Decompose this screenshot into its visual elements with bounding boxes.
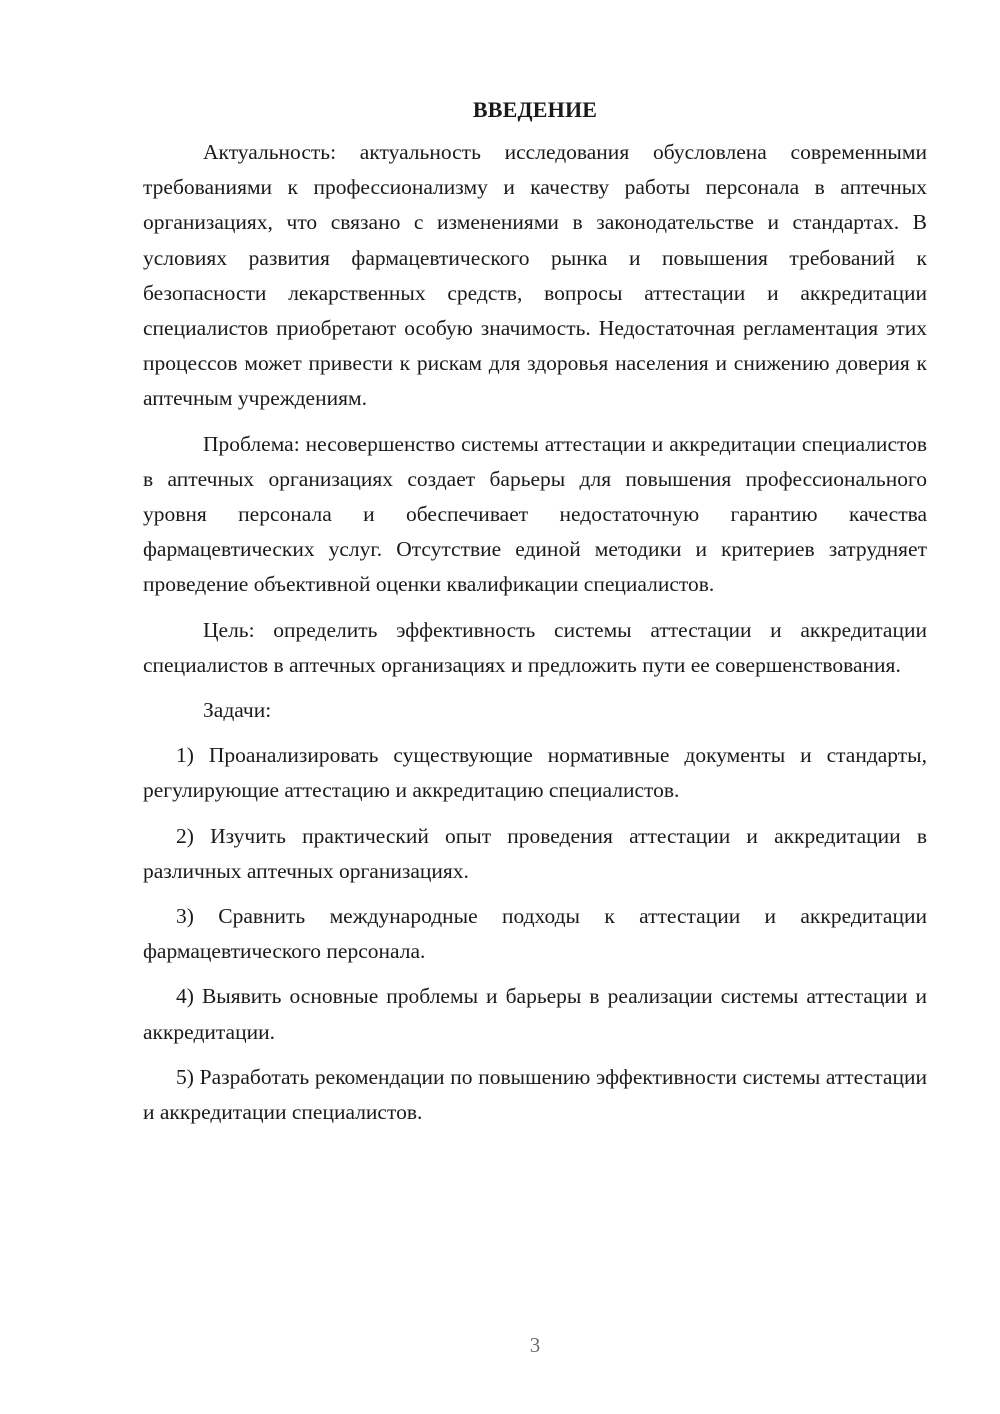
page-content (143, 92, 927, 1140)
tasks-heading: Задачи: (203, 698, 272, 723)
paragraph-goal: Цель: определить эффективность системы аттестации и аккредитации специалистов в аптечных организациях и предложить пути ее совершенствования. (143, 617, 927, 677)
paragraph-relevance: Актуальность: актуальность исследования обусловлена современными требованиями к профессионализму и качеству работы персонала в аптечных организациях, что связано с изменениями в законодательстве и стандартах. В условиях развития фармацевтического рынка и повышения требований к безопасности лекарственных средств, вопросы аттестации и аккредитации специалистов приобретают особую значимость. Недостаточная регламентация этих процессов может привести к рискам для здоровья населения и снижению доверия к аптечным учреждениям. (143, 140, 927, 411)
page-number: 3 (529, 1333, 541, 1357)
paragraph-problem: Проблема: несовершенство системы аттестации и аккредитации специалистов в аптечных организациях создает барьеры для повышения профессионального уровня персонала и обеспечивает недостаточную гарантию качества фармацевтических услуг. Отсутствие единой методики и критериев затрудняет проведение объективной оценки квалификации специалистов. (143, 431, 927, 597)
page-title: ВВЕДЕНИЕ (472, 97, 598, 122)
task-item-2: 2) Изучить практический опыт проведения аттестации и аккредитации в различных аптечных организациях. (143, 823, 927, 883)
task-item-3: 3) Сравнить международные подходы к аттестации и аккредитации фармацевтического персонала. (143, 904, 927, 964)
task-item-1: 1) Проанализировать существующие нормативные документы и стандарты, регулирующие аттестацию и аккредитацию специалистов. (143, 743, 927, 803)
task-item-5: 5) Разработать рекомендации по повышению эффективности системы аттестации и аккредитации специалистов. (143, 1064, 927, 1125)
task-item-4: 4) Выявить основные проблемы и барьеры в реализации системы аттестации и аккредитации. (143, 984, 927, 1044)
